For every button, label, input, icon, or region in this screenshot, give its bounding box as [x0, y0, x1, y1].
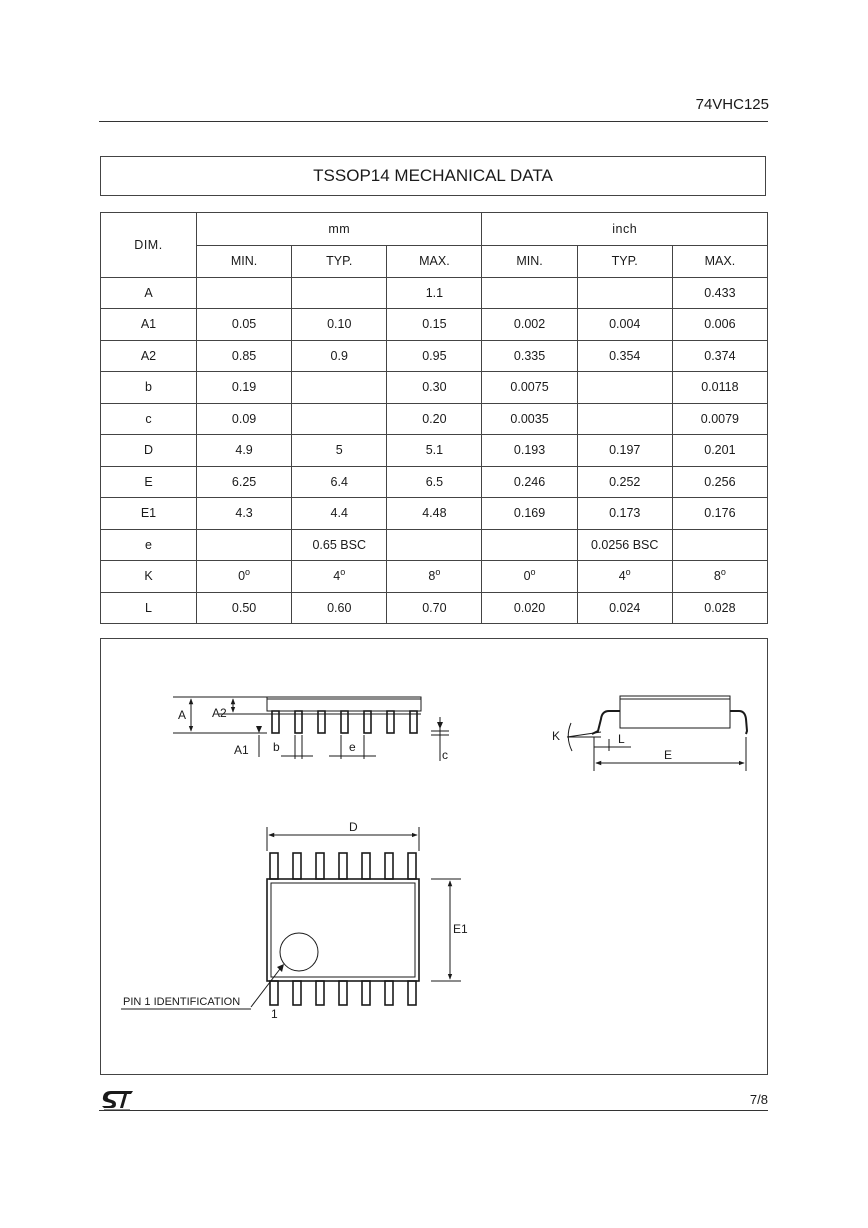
- mm-max-cell: 6.5: [387, 466, 482, 498]
- table-row: [101, 498, 768, 530]
- inch-typ-cell: 0.252: [577, 466, 672, 498]
- end-view-drawing: [567, 696, 747, 771]
- mm-max-cell: 4.48: [387, 498, 482, 530]
- degree-symbol: o: [720, 567, 726, 578]
- table-row: [101, 372, 768, 404]
- degree-symbol: o: [530, 567, 536, 578]
- sub-header-row: [101, 246, 768, 278]
- inch-max-cell: 0.201: [672, 435, 767, 467]
- inch-typ-cell: [577, 561, 672, 593]
- inch-typ-cell: [577, 277, 672, 309]
- page-number: 7/8: [749, 1092, 768, 1107]
- dim-k-line: [567, 732, 601, 737]
- inch-min-cell: 0.002: [482, 309, 577, 341]
- label-a2: A2: [212, 706, 227, 720]
- table-row: [101, 309, 768, 341]
- inch-typ-cell: 0.004: [577, 309, 672, 341]
- mm-typ-cell: 0.9: [292, 340, 387, 372]
- mm-max-cell: 0.15: [387, 309, 482, 341]
- table-row: [101, 561, 768, 593]
- end-view-body: [620, 696, 730, 728]
- label-k: K: [552, 729, 561, 743]
- table-row: [101, 592, 768, 624]
- mm-min-cell: 0.19: [197, 372, 292, 404]
- mm-max-cell: 0.30: [387, 372, 482, 404]
- inch-max-cell: 0.0079: [672, 403, 767, 435]
- table-row: [101, 466, 768, 498]
- dim-cell: c: [101, 403, 197, 435]
- mm-min-cell: [197, 529, 292, 561]
- mm-max-cell: [387, 561, 482, 593]
- inch-max-cell: 0.176: [672, 498, 767, 530]
- inch-max-cell: 0.0118: [672, 372, 767, 404]
- table-row: [101, 435, 768, 467]
- pin1-marker-icon: [280, 933, 318, 971]
- inch-max-cell: 0.006: [672, 309, 767, 341]
- document-id: 74VHC125: [695, 96, 769, 113]
- dim-cell: K: [101, 561, 197, 593]
- mm-min-cell: 0.85: [197, 340, 292, 372]
- dim-cell: D: [101, 435, 197, 467]
- top-view-leads-bottom: [270, 981, 416, 1005]
- mm-typ-cell: [292, 561, 387, 593]
- inch-min-cell: [482, 277, 577, 309]
- footer-rule: [99, 1110, 768, 1111]
- dim-cell: E: [101, 466, 197, 498]
- mm-max-cell: 0.70: [387, 592, 482, 624]
- value: 0: [523, 569, 531, 584]
- mm-min-cell: [197, 277, 292, 309]
- top-view-body-inner: [271, 883, 415, 977]
- inch-max-cell: 0.433: [672, 277, 767, 309]
- label-d: D: [349, 820, 358, 834]
- inch-typ-cell: 0.354: [577, 340, 672, 372]
- mm-max-header: MAX.: [387, 246, 482, 278]
- mm-max-cell: 0.95: [387, 340, 482, 372]
- dim-cell: A2: [101, 340, 197, 372]
- dim-cell: L: [101, 592, 197, 624]
- top-view-body-outer: [267, 879, 419, 981]
- inch-typ-cell: 0.024: [577, 592, 672, 624]
- inch-max-cell: [672, 561, 767, 593]
- inch-min-cell: [482, 529, 577, 561]
- value: 4: [618, 569, 626, 584]
- mm-typ-cell: 0.65 BSC: [292, 529, 387, 561]
- unit-inch-header: inch: [482, 213, 768, 246]
- unit-mm-header: mm: [197, 213, 482, 246]
- inch-min-cell: [482, 561, 577, 593]
- top-view-drawing: [121, 827, 461, 1009]
- mm-typ-cell: 6.4: [292, 466, 387, 498]
- dim-cell: A: [101, 277, 197, 309]
- mm-min-cell: 0.05: [197, 309, 292, 341]
- table-row: [101, 529, 768, 561]
- mm-max-cell: 1.1: [387, 277, 482, 309]
- inch-typ-cell: [577, 403, 672, 435]
- inch-min-header: MIN.: [482, 246, 577, 278]
- value: 8: [713, 569, 721, 584]
- st-logo-icon: [100, 1089, 134, 1111]
- label-e1: E1: [453, 922, 468, 936]
- inch-max-cell: [672, 529, 767, 561]
- mm-max-cell: 0.20: [387, 403, 482, 435]
- dim-cell: e: [101, 529, 197, 561]
- mm-min-header: MIN.: [197, 246, 292, 278]
- mm-max-cell: 5.1: [387, 435, 482, 467]
- mm-typ-cell: 0.10: [292, 309, 387, 341]
- inch-max-cell: 0.028: [672, 592, 767, 624]
- inch-typ-cell: [577, 372, 672, 404]
- package-drawing: [100, 638, 768, 1075]
- inch-min-cell: 0.0035: [482, 403, 577, 435]
- dim-cell: E1: [101, 498, 197, 530]
- label-e-lead-span: E: [664, 748, 673, 762]
- mm-max-cell: [387, 529, 482, 561]
- degree-symbol: o: [625, 567, 631, 578]
- mm-min-cell: 6.25: [197, 466, 292, 498]
- mm-min-cell: 4.3: [197, 498, 292, 530]
- inch-min-cell: 0.169: [482, 498, 577, 530]
- mm-min-cell: 0.50: [197, 592, 292, 624]
- end-view-lead-left: [592, 711, 620, 734]
- mm-typ-header: TYP.: [292, 246, 387, 278]
- inch-min-cell: 0.020: [482, 592, 577, 624]
- mechanical-data-table: [100, 212, 768, 624]
- label-c: c: [442, 748, 448, 762]
- page-title: TSSOP14 MECHANICAL DATA: [100, 156, 766, 196]
- top-view-leads-top: [270, 853, 416, 879]
- inch-min-cell: 0.193: [482, 435, 577, 467]
- value: 4: [333, 569, 341, 584]
- label-a1: A1: [234, 743, 249, 757]
- inch-typ-cell: 0.173: [577, 498, 672, 530]
- label-pin-1: 1: [271, 1007, 278, 1021]
- header-rule: [99, 121, 768, 122]
- table-row: [101, 340, 768, 372]
- end-view-lead-right: [730, 711, 747, 734]
- mm-typ-cell: 4.4: [292, 498, 387, 530]
- mm-typ-cell: [292, 403, 387, 435]
- degree-symbol: o: [435, 567, 441, 578]
- dim-a1-arrow: [256, 726, 262, 733]
- degree-symbol: o: [340, 567, 346, 578]
- inch-min-cell: 0.246: [482, 466, 577, 498]
- label-pin1-identification: PIN 1 IDENTIFICATION: [123, 996, 241, 1008]
- mm-typ-cell: [292, 277, 387, 309]
- inch-typ-cell: 0.197: [577, 435, 672, 467]
- value: 8: [428, 569, 436, 584]
- mm-typ-cell: 5: [292, 435, 387, 467]
- dim-c-arrow: [437, 722, 443, 729]
- dim-cell: b: [101, 372, 197, 404]
- table-row: [101, 403, 768, 435]
- mm-min-cell: [197, 561, 292, 593]
- inch-min-cell: 0.0075: [482, 372, 577, 404]
- inch-max-header: MAX.: [672, 246, 767, 278]
- value: 0: [238, 569, 246, 584]
- inch-max-cell: 0.256: [672, 466, 767, 498]
- mm-min-cell: 0.09: [197, 403, 292, 435]
- dim-cell: A1: [101, 309, 197, 341]
- mm-typ-cell: [292, 372, 387, 404]
- mm-min-cell: 4.9: [197, 435, 292, 467]
- inch-typ-header: TYP.: [577, 246, 672, 278]
- dim-header: DIM.: [101, 213, 197, 278]
- label-b: b: [273, 740, 280, 754]
- unit-header-row: [101, 213, 768, 246]
- inch-typ-cell: 0.0256 BSC: [577, 529, 672, 561]
- table-row: [101, 277, 768, 309]
- degree-symbol: o: [245, 567, 251, 578]
- label-e: e: [349, 740, 356, 754]
- inch-min-cell: 0.335: [482, 340, 577, 372]
- label-a: A: [178, 708, 187, 722]
- inch-max-cell: 0.374: [672, 340, 767, 372]
- mm-typ-cell: 0.60: [292, 592, 387, 624]
- label-l: L: [618, 732, 625, 746]
